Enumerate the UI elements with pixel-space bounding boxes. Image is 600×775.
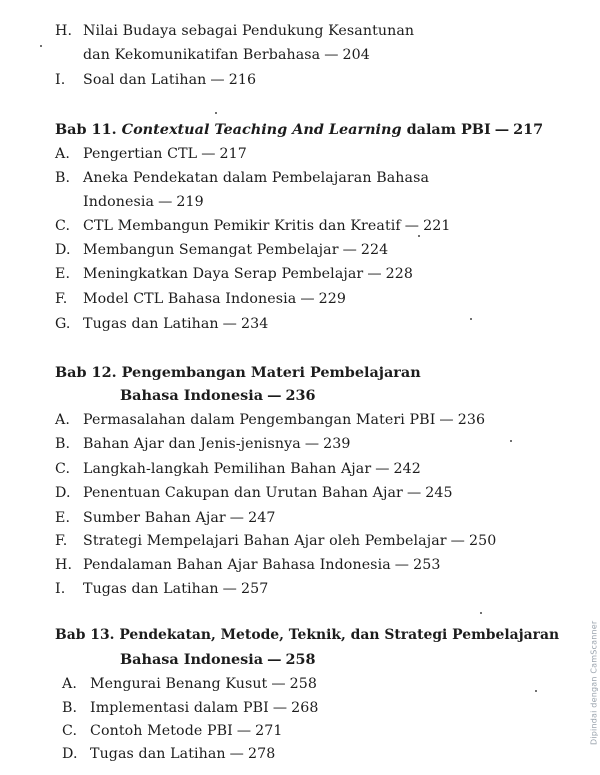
item-text: Tugas dan Latihan xyxy=(90,746,226,762)
item-label: I. xyxy=(55,72,66,88)
item-text: Membangun Semangat Pembelajar xyxy=(83,242,339,258)
scan-speck xyxy=(510,440,512,442)
item-page: 229 xyxy=(318,291,347,307)
scan-speck xyxy=(480,612,482,614)
item-entry xyxy=(83,460,421,478)
item-label: G. xyxy=(55,316,71,332)
chapter-title-cont: Bahasa Indonesia xyxy=(120,651,264,668)
separator: — xyxy=(342,242,357,258)
separator: — xyxy=(271,676,286,692)
item-text: Tugas dan Latihan xyxy=(83,316,219,332)
item-entry xyxy=(90,745,275,763)
item-page: 219 xyxy=(176,194,204,210)
separator: — xyxy=(210,72,225,88)
separator: — xyxy=(267,651,282,668)
item-text: Implementasi dalam PBI xyxy=(90,700,269,716)
item-label: C. xyxy=(62,723,78,739)
item-label: H. xyxy=(55,23,73,39)
item-page: 271 xyxy=(255,723,283,739)
item-text-cont: dan Kekomunikatifan Berbahasa xyxy=(83,47,321,63)
item-text: Aneka Pendekatan dalam Pembelajaran Bahasa xyxy=(83,170,430,186)
separator: — xyxy=(236,723,252,739)
item-text: Soal dan Latihan xyxy=(83,72,207,88)
item-text: CTL Membangun Pemikir Kritis dan Kreatif xyxy=(83,218,401,234)
item-text: Tugas dan Latihan xyxy=(83,581,219,597)
item-entry xyxy=(83,411,485,429)
item-text: Penentuan Cakupan dan Urutan Bahan Ajar xyxy=(83,485,403,501)
item-page: 239 xyxy=(323,436,351,452)
item-label: I. xyxy=(55,581,66,597)
chapter-heading-continuation xyxy=(120,651,316,669)
item-page: 250 xyxy=(468,533,497,549)
separator: — xyxy=(201,146,216,162)
separator: — xyxy=(324,47,339,63)
item-entry xyxy=(83,241,388,259)
separator: — xyxy=(304,436,320,452)
chapter-page: 258 xyxy=(285,651,316,668)
item-entry xyxy=(90,675,317,693)
item-text: Nilai Budaya sebagai Pendukung Kesantunan xyxy=(83,23,415,39)
separator: — xyxy=(404,218,420,234)
item-page: 216 xyxy=(228,72,257,88)
chapter-title-italic: Contextual Teaching And Learning xyxy=(121,121,402,138)
item-entry xyxy=(90,722,283,740)
item-entry xyxy=(83,71,256,89)
item-label: C. xyxy=(55,218,71,234)
item-label: B. xyxy=(55,170,71,186)
chapter-title: Pendekatan, Metode, Teknik, dan Strategi Pembelajaran xyxy=(119,627,560,643)
separator: — xyxy=(450,533,465,549)
item-entry xyxy=(83,265,413,283)
item-label: F. xyxy=(55,291,68,307)
chapter-number: Bab 13. xyxy=(55,627,115,643)
item-entry xyxy=(83,509,275,527)
item-page: 258 xyxy=(289,676,318,692)
item-text: Meningkatkan Daya Serap Pembelajar xyxy=(83,266,364,282)
item-text: Pendalaman Bahan Ajar Bahasa Indonesia xyxy=(83,557,391,573)
item-text: Permasalahan dalam Pengembangan Materi PBI xyxy=(83,412,436,428)
separator: — xyxy=(222,581,237,597)
item-page: 228 xyxy=(385,266,413,282)
item-entry xyxy=(83,484,453,502)
item-label: D. xyxy=(55,242,71,258)
item-text: Bahan Ajar dan Jenis-jenisnya xyxy=(83,436,301,452)
separator: — xyxy=(222,316,237,332)
separator: — xyxy=(406,485,422,501)
item-entry xyxy=(83,217,450,235)
item-entry xyxy=(90,699,319,717)
separator: — xyxy=(229,510,245,526)
scan-speck xyxy=(40,45,42,47)
item-label: E. xyxy=(55,510,71,526)
toc-item-continuation xyxy=(83,193,204,211)
chapter-number: Bab 11. xyxy=(55,121,117,138)
item-label: A. xyxy=(62,676,77,692)
scan-speck xyxy=(215,112,217,114)
item-entry xyxy=(83,145,247,163)
item-entry xyxy=(83,315,268,333)
item-text: Pengertian CTL xyxy=(83,146,198,162)
item-text: Strategi Mempelajari Bahan Ajar oleh Pembelajar xyxy=(83,533,447,549)
item-label: B. xyxy=(62,700,78,716)
separator: — xyxy=(229,746,244,762)
chapter-heading xyxy=(55,121,543,139)
separator: — xyxy=(494,121,510,138)
item-label: A. xyxy=(55,146,70,162)
chapter-heading xyxy=(55,626,559,644)
item-text: Mengurai Benang Kusut xyxy=(90,676,268,692)
item-label: H. xyxy=(55,557,73,573)
item-entry xyxy=(83,556,440,574)
item-page: 242 xyxy=(393,461,421,477)
item-label: D. xyxy=(55,485,71,501)
separator: — xyxy=(439,412,454,428)
chapter-title: dalam PBI xyxy=(406,121,491,138)
item-text: Langkah-langkah Pemilihan Bahan Ajar xyxy=(83,461,372,477)
scan-speck xyxy=(470,318,472,320)
item-page: 247 xyxy=(248,510,276,526)
scanner-watermark: Dipindai dengan CamScanner xyxy=(589,620,598,745)
item-label: F. xyxy=(55,533,68,549)
item-text: Contoh Metode PBI xyxy=(90,723,233,739)
chapter-title: Pengembangan Materi Pembelajaran xyxy=(121,364,421,381)
item-page: 234 xyxy=(240,316,269,332)
item-text: Sumber Bahan Ajar xyxy=(83,510,226,526)
item-page: 278 xyxy=(247,746,276,762)
separator: — xyxy=(394,557,410,573)
item-text-cont: Indonesia xyxy=(83,194,155,210)
item-entry xyxy=(83,435,351,453)
item-label: A. xyxy=(55,412,70,428)
item-text: Model CTL Bahasa Indonesia xyxy=(83,291,297,307)
item-page: 257 xyxy=(240,581,269,597)
chapter-heading xyxy=(55,364,421,382)
chapter-heading-continuation xyxy=(120,387,316,405)
item-entry xyxy=(83,580,268,598)
item-page: 221 xyxy=(423,218,451,234)
separator: — xyxy=(272,700,288,716)
scan-speck xyxy=(418,235,420,237)
item-page: 245 xyxy=(425,485,453,501)
item-page: 204 xyxy=(342,47,370,63)
item-page: 224 xyxy=(360,242,389,258)
separator: — xyxy=(367,266,382,282)
chapter-title-cont: Bahasa Indonesia xyxy=(120,387,264,404)
item-label: C. xyxy=(55,461,71,477)
chapter-page: 217 xyxy=(513,121,544,138)
item-entry xyxy=(83,532,496,550)
item-page: 253 xyxy=(413,557,441,573)
separator: — xyxy=(267,387,282,404)
scan-speck xyxy=(535,690,537,692)
item-entry xyxy=(83,290,346,308)
item-label: B. xyxy=(55,436,71,452)
chapter-page: 236 xyxy=(285,387,316,404)
item-page: 217 xyxy=(219,146,247,162)
item-label: E. xyxy=(55,266,71,282)
separator: — xyxy=(300,291,315,307)
item-label: D. xyxy=(62,746,78,762)
chapter-number: Bab 12. xyxy=(55,364,117,381)
separator: — xyxy=(375,461,390,477)
separator: — xyxy=(158,194,173,210)
item-page: 236 xyxy=(457,412,486,428)
toc-item-continuation xyxy=(83,46,370,64)
item-page: 268 xyxy=(291,700,319,716)
